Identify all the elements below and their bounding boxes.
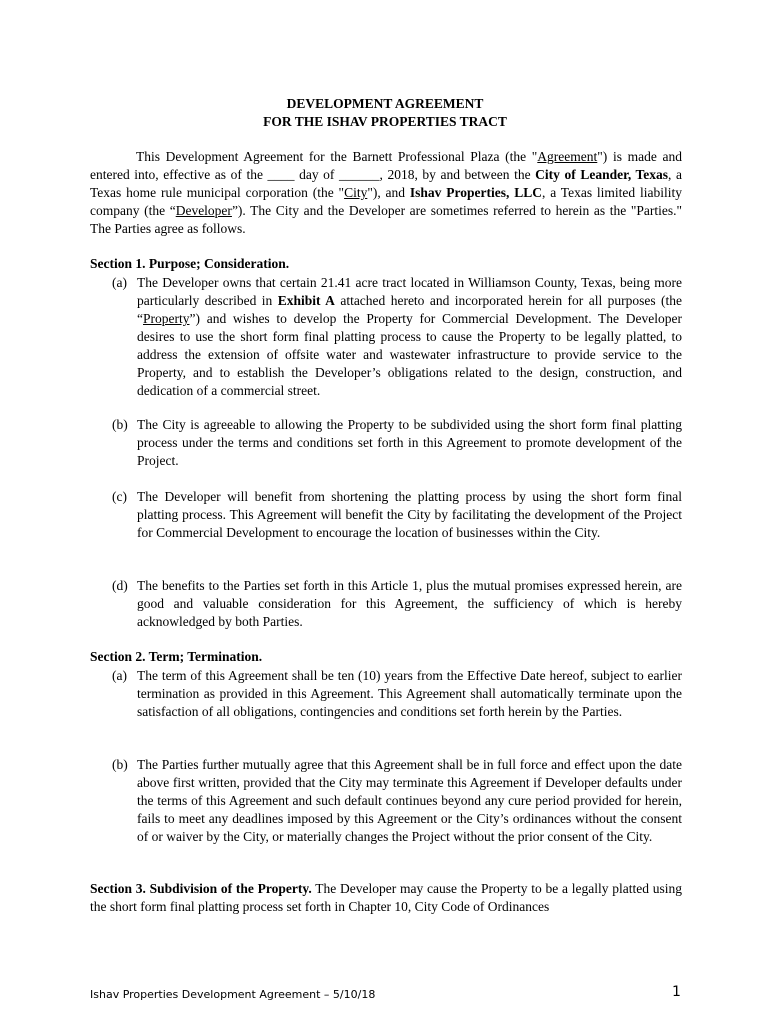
footer-document-label: Ishav Properties Development Agreement – 5/10/18 — [90, 988, 376, 1001]
party-city-name: City of Leander, Texas — [535, 167, 669, 182]
exhibit-reference: Exhibit A — [277, 293, 335, 308]
intro-text: ”). The City and the Developer are sometimes referred to herein as the "Parties." The Parties agree as follows. — [90, 203, 683, 236]
defined-term-city: City — [344, 185, 368, 200]
party-developer-name: Ishav Properties, LLC — [409, 185, 542, 200]
item-text: The Parties further mutually agree that this Agreement shall be in full force and effect upon the date above first written, provided that the City may terminate this Agreement if Developer defaults under the terms of this Agreement and such default continues beyond any cure period provided for herein, fails to meet any deadlines imposed by this Agreement or the City’s ordinances without the consent of or waiver by the City, or materially changes the Project without the prior consent of the City. — [137, 757, 682, 844]
item-text: The City is agreeable to allowing the Property to be subdivided using the short form final platting process under the terms and conditions set forth in this Agreement to promote development of the Project. — [137, 417, 682, 468]
document-title-line1: DEVELOPMENT AGREEMENT — [286, 96, 484, 111]
item-label: (a) — [112, 275, 127, 290]
section-1-heading: Section 1. Purpose; Consideration. — [90, 256, 290, 271]
item-label: (a) — [112, 668, 127, 683]
section-3-paragraph — [90, 880, 682, 916]
item-label: (b) — [112, 757, 128, 772]
intro-text: "), and — [367, 185, 410, 200]
defined-term-agreement: Agreement — [537, 149, 598, 164]
intro-text: ") is made and entered into, effective as of the ____ day of ______, 2018, by and between the — [90, 149, 682, 182]
document-title-line2: FOR THE ISHAV PROPERTIES TRACT — [263, 114, 507, 129]
intro-text: , a Texas limited liability company (the “ — [90, 185, 682, 218]
section-1-item-c — [112, 488, 682, 542]
defined-term-property: Property — [143, 311, 190, 326]
intro-text: This Development Agreement for the Barnett Professional Plaza (the " — [136, 149, 538, 164]
section-1-item-b — [112, 416, 682, 470]
intro-text: , a Texas home rule municipal corporation (the " — [90, 167, 682, 200]
defined-term-developer: Developer — [175, 203, 232, 218]
section-3-heading: Section 3. Subdivision of the Property. — [90, 881, 312, 896]
section-2-heading: Section 2. Term; Termination. — [90, 649, 263, 664]
section-2-item-a — [112, 667, 682, 721]
page-number: 1 — [672, 984, 681, 1000]
item-label: (b) — [112, 417, 128, 432]
item-text-part: The Developer owns that certain 21.41 acre tract located in Williamson County, Texas, being more particularly described in — [137, 275, 682, 308]
item-text-part: ”) and wishes to develop the Property for Commercial Development. The Developer desires to use the short form final platting process to cause the Property to be legally platted, to address the extension of offsite water and wastewater infrastructure to provide service to the Property, and to establish the Developer’s obligations related to the design, construction, and dedication of a commercial street. — [137, 311, 682, 398]
section-1-item-d — [112, 577, 682, 631]
item-text: The Developer will benefit from shortening the platting process by using the short form final platting process. This Agreement will benefit the City by facilitating the development of the Project for Commercial Development to encourage the location of businesses within the City. — [137, 489, 682, 540]
item-label: (c) — [112, 489, 127, 504]
item-text — [137, 274, 682, 400]
section-1-item-a — [112, 274, 682, 400]
item-text: The term of this Agreement shall be ten (10) years from the Effective Date hereof, subject to earlier termination as provided in this Agreement. This Agreement shall automatically terminate upon the satisfaction of all obligations, contingencies and conditions set forth herein by the Parties. — [137, 668, 682, 719]
section-2-item-b — [112, 756, 682, 846]
section-3-text: The Developer may cause the Property to be a legally platted using the short form final platting process set forth in Chapter 10, City Code of Ordinances — [90, 881, 682, 914]
item-label: (d) — [112, 578, 128, 593]
item-text-part: attached hereto and incorporated herein for all purposes (the “ — [137, 293, 683, 326]
intro-paragraph — [90, 148, 682, 238]
item-text: The benefits to the Parties set forth in this Article 1, plus the mutual promises expressed herein, are good and valuable consideration for this Agreement, the sufficiency of which is hereby acknowledged by both Parties. — [137, 578, 682, 629]
